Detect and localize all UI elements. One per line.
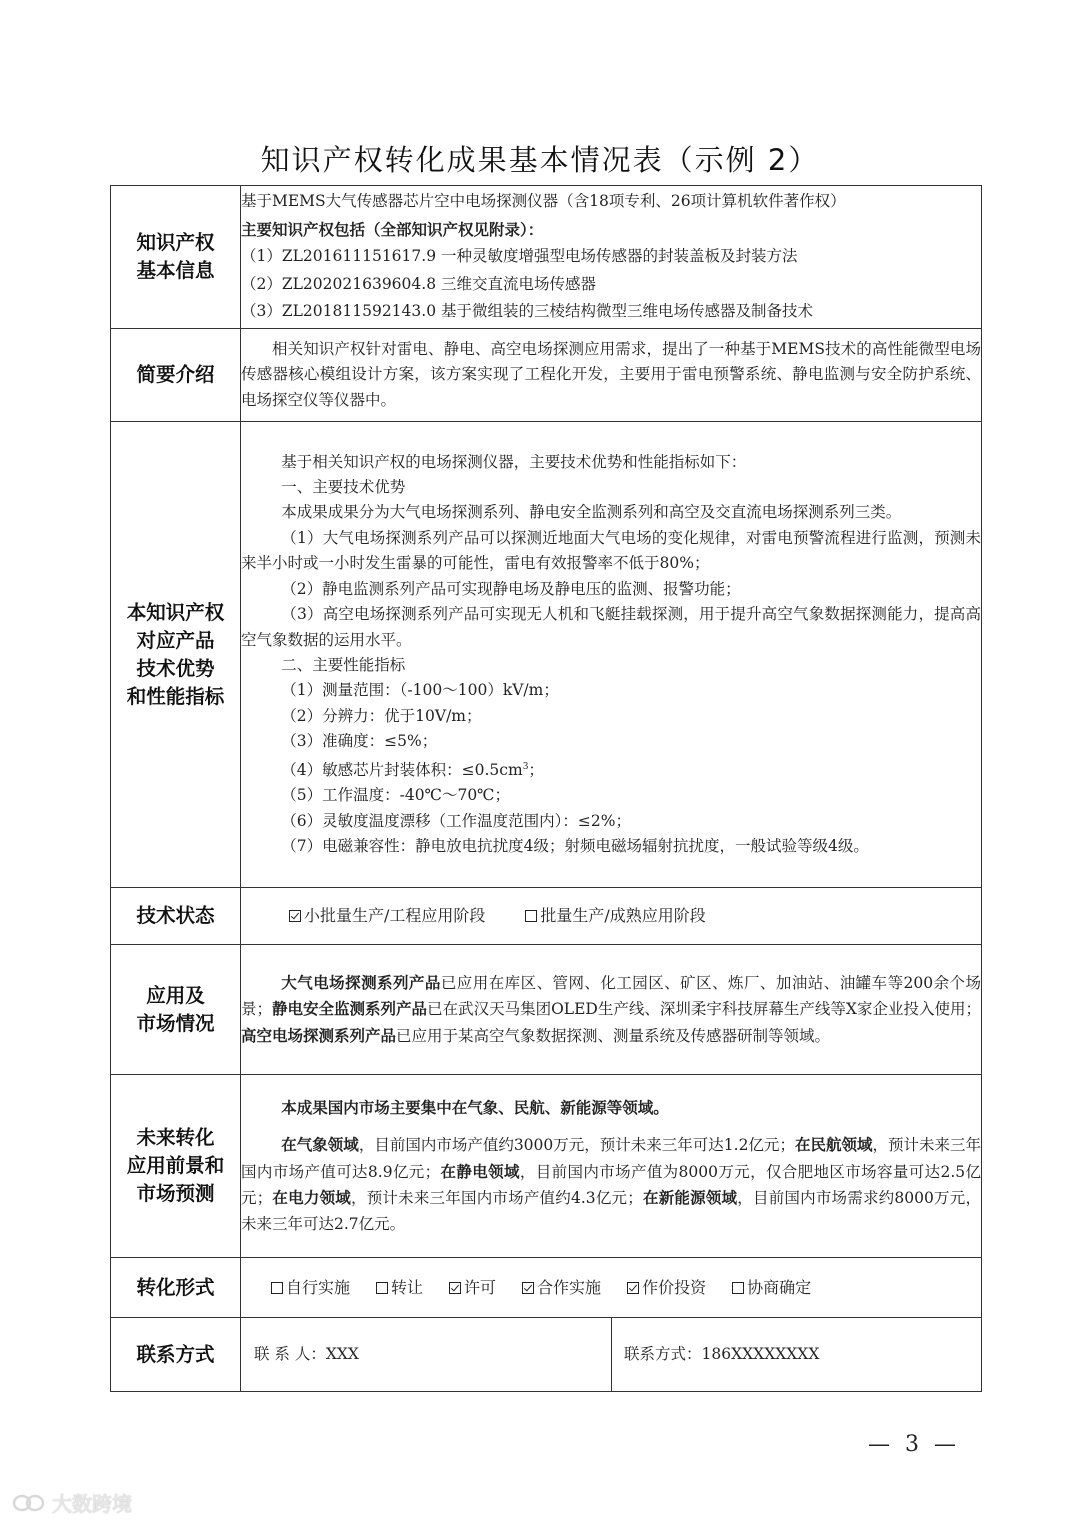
form-option-negotiate-label: 协商确定 (747, 1277, 812, 1297)
label-form: 转化形式 (111, 1258, 241, 1318)
spec-item-6: （6）灵敏度温度漂移（工作温度范围内）：≤2%； (281, 811, 631, 830)
form-option-license[interactable] (449, 1275, 496, 1300)
form-option-self-label: 自行实施 (286, 1277, 351, 1297)
future-text-weather: ，目前国内市场产值约3000万元，预计未来三年可达1.2亿元； (358, 1136, 795, 1155)
form-option-transfer-label: 转让 (391, 1277, 424, 1297)
market-text-3: 已应用于某高空气象数据探测、测量系统及传感器研制等领域。 (396, 1026, 831, 1045)
basic-summary: 基于MEMS大气传感器芯片空中电场探测仪器（含18项专利、26项计算机软件著作权） (241, 192, 846, 211)
content-form (241, 1258, 982, 1318)
form-option-license-label: 许可 (464, 1277, 497, 1297)
row-contact (111, 1318, 982, 1392)
checkbox-checked-icon[interactable] (627, 1282, 639, 1294)
spec-item-3: （3）准确度：≤5%； (281, 732, 438, 751)
content-contact (241, 1318, 982, 1392)
checkbox-unchecked-icon[interactable] (376, 1282, 388, 1294)
label-advantage (111, 422, 241, 888)
future-domain-new-energy: 在新能源领域 (642, 1188, 738, 1208)
future-text-static: ，目前国内市场产值为8000万元，仅合肥地区市场容量可达2.5亿元； (241, 1162, 981, 1208)
contact-split (241, 1318, 981, 1391)
future-domain-weather: 在气象领域 (281, 1135, 359, 1155)
status-option-mass-production[interactable] (525, 903, 705, 928)
checkbox-checked-icon[interactable] (449, 1282, 461, 1294)
spec-item-2: （2）分辨力：优于10V/m； (281, 706, 482, 725)
basic-main-ip-heading: 主要知识产权包括（全部知识产权见附录）： (241, 219, 544, 239)
intro-text: 相关知识产权针对雷电、静电、高空电场探测应用需求，提出了一种基于MEMS技术的高性能微型电场传感器核心模组设计方案，该方案实现了工程化开发，主要用于雷电预警系统、静电监测与安全防护系统、电场探空仪等仪器中。 (241, 339, 981, 409)
row-status (111, 888, 982, 945)
advantage-heading-2: 二、主要性能指标 (281, 655, 406, 674)
spec-item-7: （7）电磁兼容性：静电放电抗扰度4级；射频电磁场辐射抗扰度，一般试验等级4级。 (281, 836, 869, 855)
form-option-self[interactable] (271, 1275, 350, 1300)
label-future (111, 1075, 241, 1258)
label-contact: 联系方式 (111, 1318, 241, 1392)
content-future (241, 1075, 982, 1258)
future-domain-power: 在电力领域 (272, 1188, 351, 1208)
watermark (12, 1488, 132, 1517)
label-intro: 简要介绍 (111, 329, 241, 422)
contact-phone: 联系方式：186XXXXXXXX (624, 1344, 820, 1363)
page-number: — 3 — (868, 1432, 960, 1457)
form-option-cooperation-label: 合作实施 (537, 1277, 602, 1297)
patent-item-3: （3）ZL201811592143.0 基于微组装的三棱结构微型三维电场传感器及制备技术 (241, 302, 813, 321)
market-product-1: 大气电场探测系列产品 (281, 972, 441, 992)
market-product-2: 静电安全监测系列产品 (272, 999, 428, 1019)
spec-item-4-text: （4）敏感芯片封装体积：≤0.5cm (281, 760, 523, 779)
status-option-small-batch-label: 小批量生产/工程应用阶段 (304, 906, 486, 926)
checkbox-checked-icon[interactable] (289, 910, 301, 922)
status-options (289, 903, 981, 928)
row-form (111, 1258, 982, 1318)
spec-item-5: （5）工作温度：-40℃～70℃； (281, 786, 511, 805)
label-market-text: 应用及 市场情况 (136, 983, 215, 1035)
future-domain-aviation: 在民航领域 (794, 1135, 873, 1155)
form-option-investment[interactable] (627, 1275, 706, 1300)
form-option-cooperation[interactable] (522, 1275, 601, 1300)
future-text-new-energy: ，目前国内市场需求约8000万元，未来三年可达2.7亿元。 (241, 1189, 981, 1233)
checkbox-unchecked-icon[interactable] (525, 910, 537, 922)
spec-item-1: （1）测量范围：（-100～100）kV/m； (281, 681, 559, 700)
spec-item-4 (241, 755, 981, 784)
patent-item-1: （1）ZL201611151617.9 一种灵敏度增强型电场传感器的封装盖板及封装方法 (241, 247, 798, 266)
form-option-negotiate[interactable] (732, 1275, 811, 1300)
market-text-1: 已应用在库区、管网、化工园区、矿区、炼厂、加油站、油罐车等200余个场景； (241, 973, 981, 1019)
status-option-mass-production-label: 批量生产/成熟应用阶段 (540, 906, 706, 926)
watermark-logo-icon (12, 1492, 46, 1514)
row-basic-info (111, 186, 982, 329)
label-status: 技术状态 (111, 888, 241, 945)
advantage-item-1: （1）大气电场探测系列产品可以探测近地面大气电场的变化规律，对雷电预警流程进行监测，预测未来半小时或一小时发生雷暴的可能性，雷电有效报警率不低于80%； (241, 528, 981, 573)
advantage-intro: 基于相关知识产权的电场探测仪器，主要技术优势和性能指标如下： (281, 452, 747, 471)
checkbox-unchecked-icon[interactable] (732, 1282, 744, 1294)
content-basic-info (241, 186, 982, 329)
row-future (111, 1075, 982, 1258)
watermark-text: 大数跨境 (52, 1492, 132, 1516)
market-text-2: 已在武汉天马集团OLED生产线、深圳柔宇科技屏幕生产线等X家企业投入使用； (427, 1000, 981, 1019)
checkbox-checked-icon[interactable] (522, 1282, 534, 1294)
content-status (241, 888, 982, 945)
form-option-transfer[interactable] (376, 1275, 423, 1300)
form-options (271, 1275, 981, 1300)
label-advantage-text: 本知识产权 对应产品 技术优势 和性能指标 (126, 600, 225, 708)
label-basic-info (111, 186, 241, 329)
market-text (241, 970, 981, 1049)
market-product-3: 高空电场探测系列产品 (241, 1025, 397, 1045)
content-market (241, 945, 982, 1075)
info-table (110, 185, 982, 1392)
page-title: 知识产权转化成果基本情况表（示例 2） (260, 143, 820, 177)
future-summary: 本成果国内市场主要集中在气象、民航、新能源等领域。 (281, 1097, 669, 1117)
label-future-text: 未来转化 应用前景和 市场预测 (126, 1126, 225, 1205)
advantage-heading-1: 一、主要技术优势 (281, 478, 406, 497)
spec-item-4-semicolon: ； (528, 760, 544, 779)
future-text-power: ，预计未来三年国内市场产值约4.3亿元； (351, 1189, 643, 1208)
row-market (111, 945, 982, 1075)
content-advantage (241, 422, 982, 888)
advantage-item-3: （3）高空电场探测系列产品可实现无人机和飞艇挂载探测，用于提升高空气象数据探测能力，提高高空气象数据的运用水平。 (241, 605, 981, 649)
future-domain-static: 在静电领域 (440, 1161, 520, 1181)
label-basic-info-text: 知识产权 基本信息 (136, 231, 215, 282)
checkbox-unchecked-icon[interactable] (271, 1282, 283, 1294)
future-details (241, 1132, 981, 1237)
row-advantage (111, 422, 982, 888)
row-intro (111, 329, 982, 422)
future-text-aviation: ，预计未来三年国内市场产值可达8.9亿元； (241, 1136, 981, 1181)
spec-item-4-superscript: 3 (522, 761, 529, 772)
advantage-item-2: （2）静电监测系列产品可实现静电场及静电压的监测、报警功能； (281, 579, 741, 598)
label-market (111, 945, 241, 1075)
patent-item-2: （2）ZL202021639604.8 三维交直流电场传感器 (241, 274, 596, 293)
form-option-investment-label: 作价投资 (642, 1277, 707, 1297)
advantage-series: 本成果成果分为大气电场探测系列、静电安全监测系列和高空及交直流电场探测系列三类。 (281, 503, 902, 522)
status-option-small-batch[interactable] (289, 903, 485, 928)
contact-person: 联 系 人：XXX (241, 1318, 612, 1391)
content-intro (241, 329, 982, 422)
